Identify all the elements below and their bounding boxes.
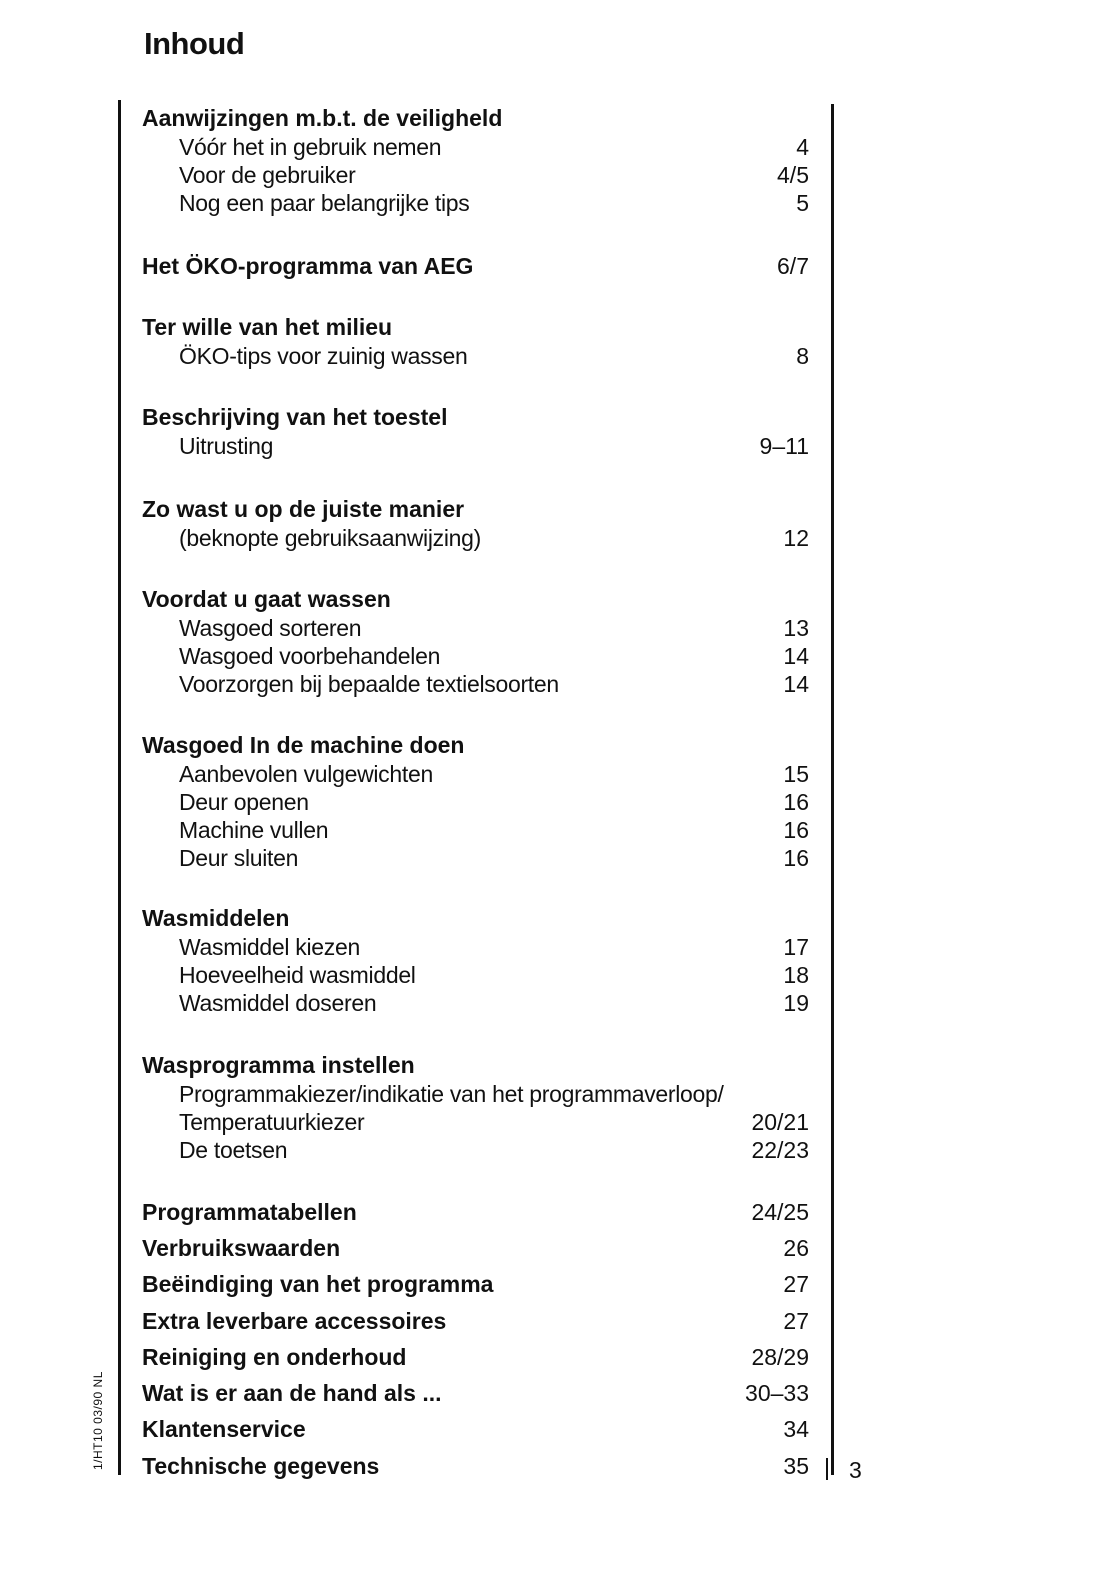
- toc-label: Wasgoed In de machine doen: [142, 732, 465, 758]
- toc-section: [0, 104, 1110, 132]
- toc-section: [0, 252, 1110, 280]
- toc-page: 34: [783, 1416, 809, 1442]
- toc-label: Hoeveelheid wasmiddel: [179, 962, 416, 988]
- toc-label: Uitrusting: [179, 433, 274, 459]
- toc-label: Ter wille van het milieu: [142, 314, 393, 340]
- toc-label: Wasmiddel doseren: [179, 990, 377, 1016]
- toc-page: 30–33: [745, 1380, 809, 1406]
- toc-label: Aanwijzingen m.b.t. de veiligheld: [142, 105, 503, 131]
- toc-page: 16: [783, 845, 809, 871]
- toc-section: [0, 495, 1110, 523]
- toc-page: 16: [783, 789, 809, 815]
- toc-page: 16: [783, 817, 809, 843]
- toc-page: 17: [783, 934, 809, 960]
- toc-page: 6/7: [777, 253, 809, 279]
- toc-entry: [0, 432, 1110, 460]
- toc-page: 27: [783, 1308, 809, 1334]
- toc-entry: [0, 524, 1110, 552]
- toc-section: [0, 1379, 1110, 1407]
- toc-page: 22/23: [751, 1137, 809, 1163]
- toc-page: 35: [783, 1453, 809, 1479]
- toc-label: Beschrijving van het toestel: [142, 404, 448, 430]
- toc-page: 9–11: [759, 433, 809, 459]
- toc-entry: [0, 670, 1110, 698]
- toc-label: Temperatuurkiezer: [179, 1109, 365, 1135]
- toc-section: [0, 1452, 1110, 1480]
- toc-entry: [0, 961, 1110, 989]
- toc-page: 4/5: [777, 162, 809, 188]
- toc-section: [0, 1051, 1110, 1079]
- toc-section: [0, 1234, 1110, 1262]
- toc-page: 19: [783, 990, 809, 1016]
- toc-label: Nog een paar belangrijke tips: [179, 190, 470, 216]
- toc-page: 14: [783, 671, 809, 697]
- toc-section: [0, 1343, 1110, 1371]
- toc-entry: [0, 760, 1110, 788]
- toc-entry: [0, 614, 1110, 642]
- toc-label: Klantenservice: [142, 1416, 306, 1442]
- toc-page: 26: [783, 1235, 809, 1261]
- toc-section: [0, 1415, 1110, 1443]
- toc-label: Deur openen: [179, 789, 309, 815]
- toc-label: Aanbevolen vulgewichten: [179, 761, 433, 787]
- toc-label: Technische gegevens: [142, 1453, 380, 1479]
- toc-section: [0, 585, 1110, 613]
- page-title: Inhoud: [144, 26, 245, 61]
- page-number: 3: [849, 1457, 862, 1483]
- toc-label: Vóór het in gebruik nemen: [179, 134, 442, 160]
- toc-label: Wasmiddelen: [142, 905, 290, 931]
- toc-label: Wasprogramma instellen: [142, 1052, 415, 1078]
- toc-entry: [0, 1136, 1110, 1164]
- toc-page: 18: [783, 962, 809, 988]
- toc-label: Reiniging en onderhoud: [142, 1344, 407, 1370]
- toc-page: 12: [783, 525, 809, 551]
- toc-label: Verbruikswaarden: [142, 1235, 341, 1261]
- toc-label: Extra leverbare accessoires: [142, 1308, 447, 1334]
- toc-entry: [0, 642, 1110, 670]
- toc-entry: [0, 342, 1110, 370]
- toc-page: 14: [783, 643, 809, 669]
- toc-label: Beëindiging van het programma: [142, 1271, 494, 1297]
- toc-label: Wasmiddel kiezen: [179, 934, 360, 960]
- toc-label: Programmakiezer/indikatie van het programmaverloop/: [179, 1081, 724, 1107]
- toc-label: Het ÖKO-programma van AEG: [142, 253, 474, 279]
- toc-entry: [0, 161, 1110, 189]
- toc-label: Wat is er aan de hand als ...: [142, 1380, 442, 1406]
- toc-section: [0, 403, 1110, 431]
- toc-label: Voor de gebruiker: [179, 162, 356, 188]
- toc-label: Deur sluiten: [179, 845, 299, 871]
- toc-section: [0, 904, 1110, 932]
- toc-page: 27: [783, 1271, 809, 1297]
- toc-section: [0, 1307, 1110, 1335]
- toc-section: [0, 1198, 1110, 1226]
- toc-entry: [0, 989, 1110, 1017]
- toc-label: Wasgoed voorbehandelen: [179, 643, 441, 669]
- toc-page: 13: [783, 615, 809, 641]
- document-code: 1/HT10 03/90 NL: [91, 1371, 105, 1470]
- toc-entry: [0, 133, 1110, 161]
- toc-page: 20/21: [751, 1109, 809, 1135]
- toc-entry: [0, 189, 1110, 217]
- toc-label: Machine vullen: [179, 817, 329, 843]
- toc-entry: [0, 844, 1110, 872]
- toc-label: ÖKO-tips voor zuinig wassen: [179, 343, 468, 369]
- toc-page: 24/25: [751, 1199, 809, 1225]
- toc-label: Voorzorgen bij bepaalde textielsoorten: [179, 671, 559, 697]
- toc-section: [0, 731, 1110, 759]
- toc-page: 8: [796, 343, 809, 369]
- toc-page: 5: [796, 190, 809, 216]
- toc-label: De toetsen: [179, 1137, 288, 1163]
- page-number-rule: [826, 1458, 828, 1480]
- toc-label: Wasgoed sorteren: [179, 615, 362, 641]
- toc-label: (beknopte gebruiksaanwijzing): [179, 525, 481, 551]
- toc-section: [0, 1270, 1110, 1298]
- toc-entry: [0, 933, 1110, 961]
- toc-entry: [0, 816, 1110, 844]
- toc-page: 4: [796, 134, 809, 160]
- toc-section: [0, 313, 1110, 341]
- toc-entry: [0, 1108, 1110, 1136]
- toc-label: Voordat u gaat wassen: [142, 586, 391, 612]
- toc-label: Programmatabellen: [142, 1199, 357, 1225]
- toc-page: 15: [783, 761, 809, 787]
- toc-label: Zo wast u op de juiste manier: [142, 496, 465, 522]
- toc-entry: [0, 788, 1110, 816]
- toc-entry: [0, 1080, 1110, 1108]
- toc-page: 28/29: [751, 1344, 809, 1370]
